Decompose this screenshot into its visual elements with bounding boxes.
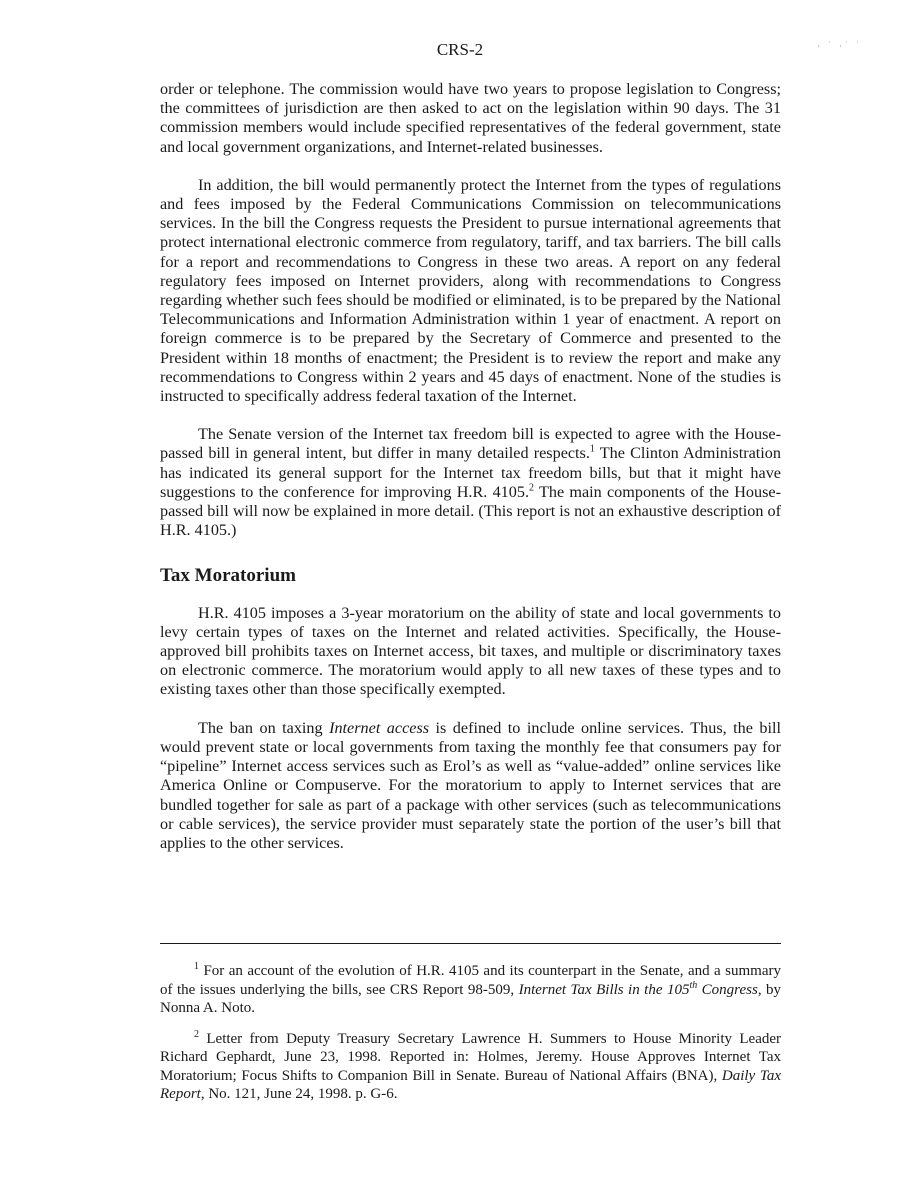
footnote-1-part-b: , by Nonna A. Noto.: [160, 981, 782, 1016]
footnote-1-part-a: For an account of the evolution of H.R. 4105 and its counterpart in the Senate, and a summary of the issues underlying the bills, see CRS Report 98-509,: [160, 963, 781, 998]
paragraph-5-part-a: The ban on taxing: [198, 718, 330, 737]
scan-speckle: ⸳ ˙ ⸳˙ ˙: [817, 40, 862, 50]
footnote-1-title-part-a: Internet Tax Bills in the 105: [518, 981, 690, 998]
footnote-divider: [160, 943, 781, 944]
footnote-1-title-part-b: Congress: [697, 981, 758, 998]
section-heading: Tax Moratorium: [160, 565, 296, 587]
footnote-1-title: [518, 979, 758, 998]
paragraph-5-part-b: is defined to include online services. Thus, the bill would prevent state or local governments from taxing the monthly fee that consumers pay for “pipeline” Internet access services such as Erol’s as well as “value-added” online services like America Online or Compuserve. For the moratorium to apply to Internet services that are bundled together for sale as part of a package with other services (such as telecommunications or cable services), the service provider must separately state the portion of the user’s bill that applies to the other services.: [160, 718, 781, 852]
paragraph-3-part-c: The main components of the House-passed bill will now be explained in more detail. (This report is not an exhaustive description of H.R. 4105.): [160, 482, 781, 540]
footnote-2-number: 2: [194, 1028, 199, 1040]
page-header: CRS-2: [436, 40, 484, 59]
paragraph-4: H.R. 4105 imposes a 3-year moratorium on the ability of state and local governments to levy certain types of taxes on the Internet and related activities. Specifically, the House-approved bill prohibits taxes on Internet access, bit taxes, and multiple or discriminatory taxes on electronic commerce. The moratorium would apply to all new taxes of these types and to existing taxes other than those specifically exempted.: [160, 603, 781, 699]
paragraph-5: [160, 719, 781, 853]
paragraph-3-part-b: The Clinton Administration has indicated its general support for the Internet tax freedom bills, but that it might have suggestions to the conference for improving H.R. 4105.: [160, 444, 781, 501]
footnote-2: [160, 1030, 781, 1104]
paragraph-3-part-a: The Senate version of the Internet tax freedom bill is expected to agree with the House-passed bill in general intent, but differ in many detailed respects.: [160, 425, 781, 463]
footnote-2-publication: Daily Tax Report: [160, 1067, 781, 1102]
footnote-1: [160, 962, 781, 1018]
paragraph-5-emphasis: Internet access: [329, 718, 430, 737]
paragraph-1: order or telephone. The commission would have two years to propose legislation to Congress; the committees of jurisdiction are then asked to act on the legislation within 90 days. The 31 commission members would include specified representatives of the federal government, state and local government organizations, and Internet-related businesses.: [160, 80, 781, 156]
footnotes: [160, 962, 781, 1116]
paragraph-2: In addition, the bill would permanently protect the Internet from the types of regulations and fees imposed by the Federal Communications Commission on telecommunications services. In the bill the Congress requests the President to pursue international agreements that protect international electronic commerce from regulatory, tariff, and tax barriers. The bill calls for a report and recommendations to Congress in these two areas. A report on any federal regulatory fees imposed on Internet providers, along with recommendations to Congress regarding whether such fees should be modified or eliminated, is to be prepared by the National Telecommunications and Information Administration within 1 year of enactment. A report on foreign commerce is to be prepared by the Secretary of Commerce and presented to the President within 18 months of enactment; the President is to review the report and make any recommendations to Congress within 2 years and 45 days of enactment. None of the studies is instructed to specifically address federal taxation of the Internet.: [160, 175, 781, 406]
footnote-1-number: 1: [194, 961, 199, 972]
footnote-2-part-b: , No. 121, June 24, 1998. p. G-6.: [200, 1086, 398, 1102]
body-text: [160, 80, 781, 872]
paragraph-3: [160, 425, 781, 540]
footnote-2-part-a: Letter from Deputy Treasury Secretary Lawrence H. Summers to House Minority Leader Richard Gephardt, June 23, 1998. Reported in: Holmes, Jeremy. House Approves Internet Tax Moratorium; Focus Shifts to Companion Bill in Senate. Bureau of National Affairs (BNA),: [160, 1030, 781, 1084]
footnote-ref-1: 1: [589, 444, 595, 456]
footnote-ref-2: 2: [529, 482, 534, 494]
footnote-1-title-sup: th: [689, 979, 698, 991]
